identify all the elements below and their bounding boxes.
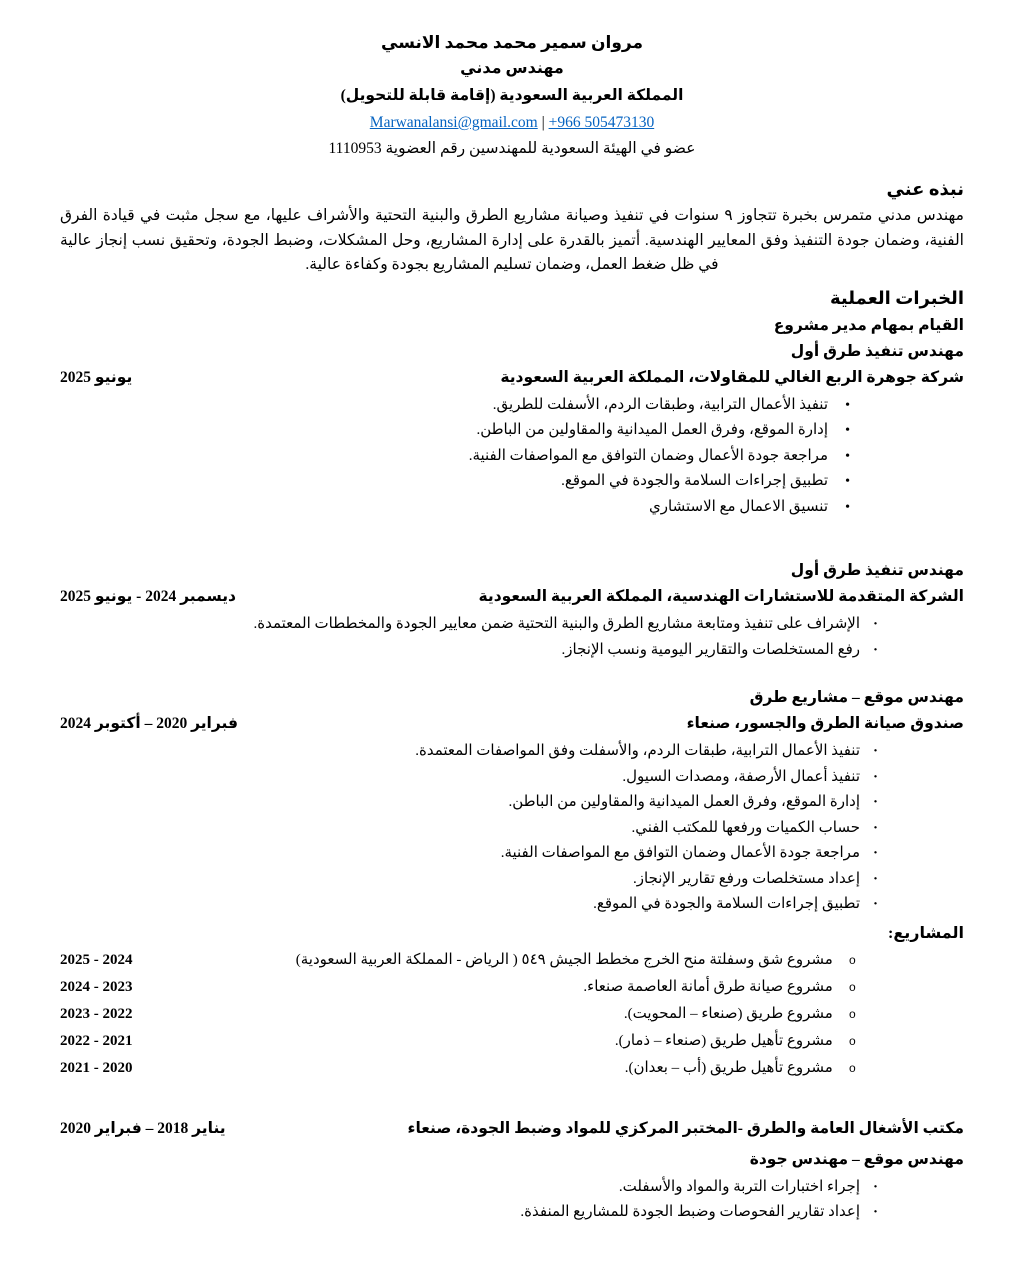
- project-years: 2020 - 2021: [60, 1059, 133, 1076]
- job3-duty: · تنفيذ أعمال الأرصفة، ومصدات السيول.: [60, 765, 882, 791]
- job1-duty: • تنسيق الاعمال مع الاستشاري: [60, 495, 852, 521]
- job1-company-row: [60, 365, 964, 391]
- job2-duty: · رفع المستخلصات والتقارير اليومية ونسب الإنجاز.: [60, 638, 882, 664]
- job2-company: الشركة المتقدمة للاستشارات الهندسية، المملكة العربية السعودية: [478, 588, 964, 605]
- project-name: مشروع تأهيل طريق (صنعاء – ذمار).: [614, 1032, 833, 1049]
- job2-duties: [60, 612, 964, 663]
- circle-bullet-icon: o: [848, 1061, 856, 1076]
- job3-duty: · تطبيق إجراءات السلامة والجودة في الموقع.: [60, 892, 882, 918]
- job1-title: مهندس تنفيذ طرق أول: [790, 342, 964, 360]
- project-row: [60, 1001, 964, 1028]
- job3-duty: · حساب الكميات ورفعها للمكتب الفني.: [60, 816, 882, 842]
- job3-duty: · إعداد مستخلصات ورفع تقارير الإنجاز.: [60, 867, 882, 893]
- job1-duty: • إدارة الموقع، وفرق العمل الميدانية والمقاولين من الباطن.: [60, 418, 852, 444]
- job-entry-4: [60, 1116, 964, 1226]
- membership-line: عضو في الهيئة السعودية للمهندسين رقم العضوية 1110953: [328, 140, 696, 157]
- projects-heading: المشاريع:: [888, 924, 964, 942]
- experience-section: [60, 284, 964, 1226]
- job1-duties: [60, 393, 964, 521]
- job4-company: مكتب الأشغال العامة والطرق -المختبر المركزي للمواد وضبط الجودة، صنعاء: [407, 1119, 964, 1137]
- job-entry-3: [60, 685, 964, 918]
- job4-dates: يناير 2018 – فبراير 2020: [60, 1119, 226, 1137]
- job1-duty: • مراجعة جودة الأعمال وضمان التوافق مع المواصفات الفنية.: [60, 444, 852, 470]
- job2-dates: ديسمبر 2024 - يونيو 2025: [60, 588, 236, 605]
- project-row: [60, 974, 964, 1001]
- about-text: مهندس مدني متمرس بخبرة تتجاوز ٩ سنوات في تنفيذ وصيانة مشاريع الطرق والبنية التحتية والأشراف عليها، مع سجل مثبت في قيادة الفرق الفنية، وضمان جودة التنفيذ وفق المعايير الهندسية. أتميز بالقدرة على إدارة المشاريع، وحل المشكلات، وضبط الجودة، وتحقيق نسب إنجاز عالية في ظل ضغط العمل، وضمان تسليم المشاريع بجودة وكفاءة عالية.: [60, 207, 964, 273]
- circle-bullet-icon: o: [848, 1007, 856, 1022]
- job4-company-row: [60, 1116, 964, 1142]
- circle-bullet-icon: o: [848, 980, 856, 995]
- email-link[interactable]: Marwanalansi@gmail.com: [369, 114, 538, 131]
- job2-title: مهندس تنفيذ طرق أول: [790, 562, 964, 579]
- experience-heading: الخبرات العملية: [830, 287, 964, 308]
- project-row: [60, 1055, 964, 1082]
- project-name: مشروع تأهيل طريق (أب – بعدان).: [624, 1059, 833, 1076]
- circle-bullet-icon: o: [848, 953, 856, 968]
- project-years: 2022 - 2023: [60, 1005, 133, 1022]
- job-entry-1: [60, 313, 964, 521]
- job-entry-2: [60, 558, 964, 663]
- project-row: [60, 947, 964, 974]
- candidate-name: مروان سمير محمد محمد الانسي: [381, 33, 643, 52]
- job3-duty: · تنفيذ الأعمال الترابية، طبقات الردم، والأسفلت وفق المواصفات المعتمدة.: [60, 739, 882, 765]
- candidate-title: مهندس مدني: [460, 60, 564, 77]
- job3-duty: · مراجعة جودة الأعمال وضمان التوافق مع المواصفات الفنية.: [60, 841, 882, 867]
- job2-duty: · الإشراف على تنفيذ ومتابعة مشاريع الطرق والبنية التحتية ضمن معايير الجودة والمخططات المعتمدة.: [60, 612, 882, 638]
- circle-bullet-icon: o: [848, 1034, 856, 1049]
- job1-duty: • تطبيق إجراءات السلامة والجودة في الموقع.: [60, 469, 852, 495]
- job3-duty: · إدارة الموقع، وفرق العمل الميدانية والمقاولين من الباطن.: [60, 790, 882, 816]
- job1-company: شركة جوهرة الربع الغالي للمقاولات، المملكة العربية السعودية: [500, 368, 964, 386]
- candidate-location: المملكة العربية السعودية (إقامة قابلة للتحويل): [340, 87, 684, 104]
- job2-company-row: [60, 584, 964, 610]
- project-row: [60, 1028, 964, 1055]
- job4-title: مهندس موقع – مهندس جودة: [749, 1150, 964, 1168]
- contact-line: [60, 110, 964, 136]
- job3-company: صندوق صيانة الطرق والجسور، صنعاء: [686, 715, 964, 732]
- job1-dates: يونيو 2025: [60, 368, 133, 386]
- job4-duty: · إجراء اختبارات التربة والمواد والأسفلت.: [60, 1175, 882, 1201]
- project-name: مشروع طريق (صنعاء – المحويت).: [623, 1005, 833, 1022]
- about-heading: نبذه عني: [886, 179, 964, 199]
- job1-pre-title: القيام بمهام مدير مشروع: [773, 316, 964, 334]
- separator-bar: |: [541, 114, 545, 131]
- job3-dates: فبراير 2020 – أكتوبر 2024: [60, 715, 238, 732]
- job3-company-row: [60, 711, 964, 737]
- header: [60, 30, 964, 161]
- projects-section: [60, 920, 964, 1082]
- project-years: 2021 - 2022: [60, 1032, 133, 1049]
- about-section: [60, 175, 964, 278]
- project-years: 2023 - 2024: [60, 978, 133, 995]
- project-years: 2024 - 2025: [60, 951, 133, 968]
- job1-duty: • تنفيذ الأعمال الترابية، وطبقات الردم، الأسفلت للطريق.: [60, 393, 852, 419]
- phone-link[interactable]: +966 505473130: [548, 114, 655, 131]
- project-name: مشروع صيانة طرق أمانة العاصمة صنعاء.: [583, 978, 833, 995]
- job4-duties: [60, 1175, 964, 1226]
- job4-duty: · إعداد تقارير الفحوصات وضبط الجودة للمشاريع المنفذة.: [60, 1200, 882, 1226]
- job3-title: مهندس موقع – مشاريع طرق: [749, 689, 964, 706]
- job3-duties: [60, 739, 964, 918]
- project-name: مشروع شق وسفلتة منح الخرج مخطط الجيش ٥٤٩ ( الرياض - المملكة العربية السعودية): [295, 951, 833, 968]
